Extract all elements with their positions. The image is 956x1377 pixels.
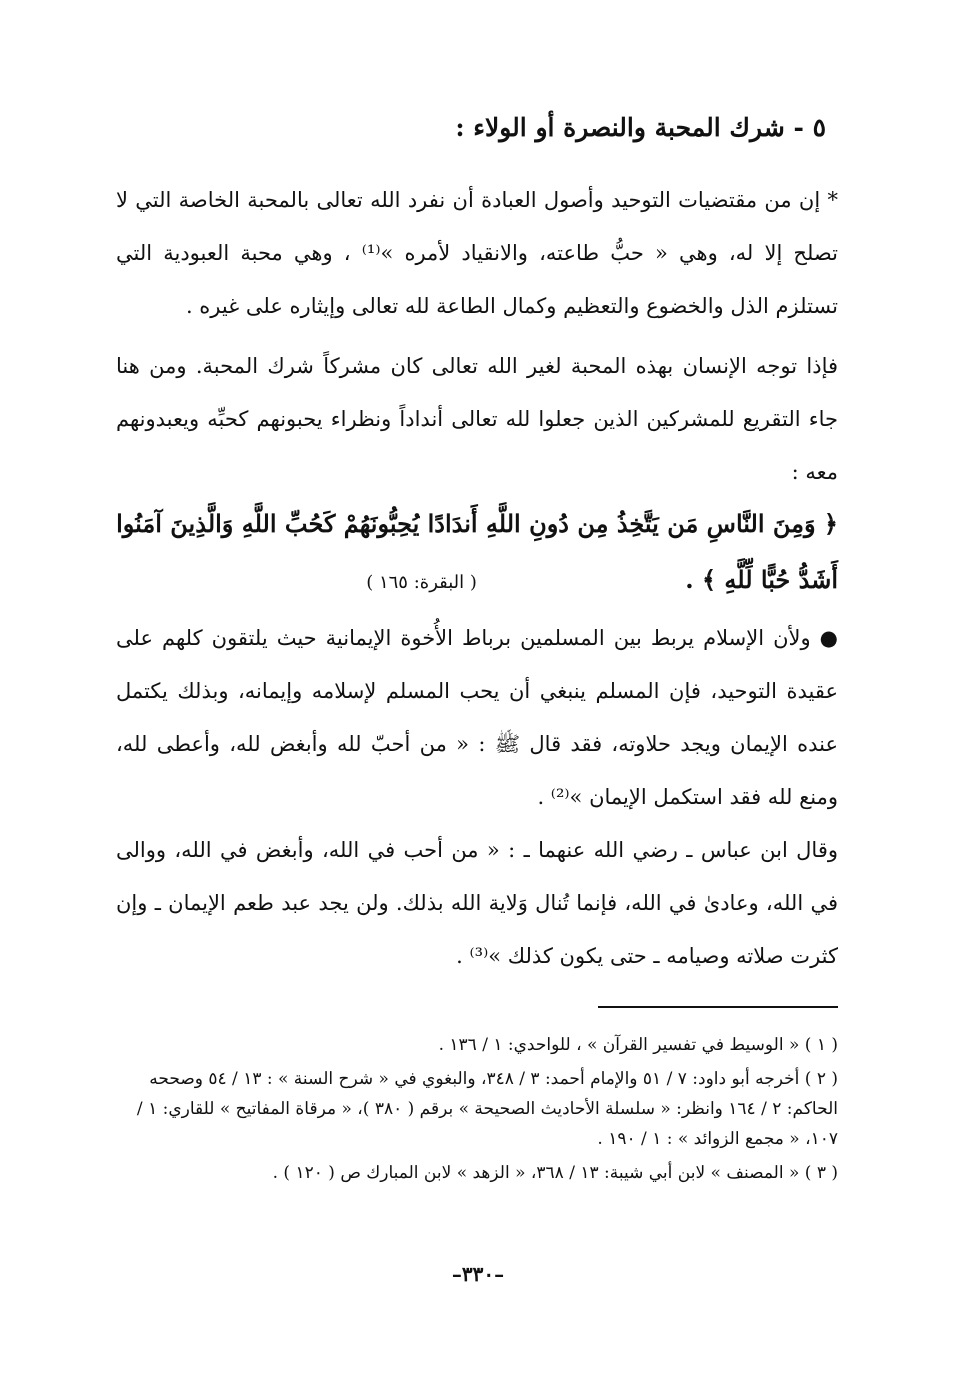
- paragraph-love-of-worship: * إن من مقتضيات التوحيد وأصول العبادة أن نفرد الله تعالى بالمحبة الخاصة التي لا تصلح إلا له، وهي « حبُّ طاعته، والانقياد لأمره »⁽¹⁾ ، وهي محبة العبودية التي تستلزم الذل والخضوع والتعظيم وكمال الطاعة لله تعالى وإيثاره على غيره .: [116, 188, 838, 318]
- footnote-3: ( ٣ ) « المصنف » لابن أبي شيبة: ١٣ / ٣٦٨، « الزهد » لابن المبارك ص ( ١٢٠ ) .: [272, 1163, 838, 1183]
- footnote-2: ( ٢ ) أخرجه أبو داود: ٧ / ٥١ والإمام أحمد: ٣ / ٣٤٨، والبغوي في « شرح السنة » : ١٣ / ٥٤ وصححه الحاكم: ٢ / ١٦٤ وانظر: « سلسلة الأحاديث الصحيحة » برقم ( ٣٨٠ )، « مرقاة المفاتيح » للقاري: ١ / ١٠٧، « مجمع الزوائد » : ١ / ١٩٠ .: [136, 1069, 838, 1149]
- quran-verse: ﴿ وَمِنَ النَّاسِ مَن يَتَّخِذُ مِن دُونِ اللَّهِ أَندَادًا يُحِبُّونَهُمْ كَحُبِّ اللَّهِ وَالَّذِينَ آمَنُوا أَشَدُّ حُبًّا لِّلَّهِ ﴾ .: [116, 509, 838, 594]
- footnotes-list: [116, 1030, 838, 1192]
- paragraph-polytheism-of-love: فإذا توجه الإنسان بهذه المحبة لغير الله تعالى كان مشركاً شرك المحبة. ومن هنا جاء التقريع للمشركين الذين جعلوا لله تعالى أنداداً ونظراء يحبونهم كحبِّه ويعبدونهم معه :: [116, 354, 838, 484]
- verse-reference: ( البقرة: ١٦٥ ): [366, 572, 477, 593]
- footnote-1: ( ١ ) « الوسيط في تفسير القرآن » ، للواحدي: ١ / ١٣٦ .: [438, 1035, 838, 1055]
- section-heading: ٥ - شرك المحبة والنصرة أو الولاء :: [455, 113, 826, 142]
- quran-verse-block: [116, 496, 838, 611]
- paragraph-ibn-abbas-quote: وقال ابن عباس ـ رضي الله عنهما ـ : « من أحب في الله، وأبغض في الله، ووالى في الله، وعادىٰ في الله، فإنما تُنال وَلاية الله بذلك. ولن يجد عبد طعم الإيمان ـ وإن كثرت صلاته وصيامه ـ حتى يكون كذلك »⁽³⁾ .: [116, 838, 838, 968]
- paragraph-islamic-brotherhood: ● ولأن الإسلام يربط بين المسلمين برباط الأُخوة الإيمانية حيث يلتقون كلهم على عقيدة التوحيد، فإن المسلم ينبغي أن يحب المسلم لإسلامه وإيمانه، وبذلك يكتمل عنده الإيمان ويجد حلاوته، فقد قال ﷺ : « من أحبّ لله وأبغض لله، وأعطى لله، ومنع لله فقد استكمل الإيمان »⁽²⁾ .: [116, 626, 838, 809]
- page-number: –٣٣٠–: [451, 1262, 505, 1286]
- footnote-separator: [598, 1006, 838, 1008]
